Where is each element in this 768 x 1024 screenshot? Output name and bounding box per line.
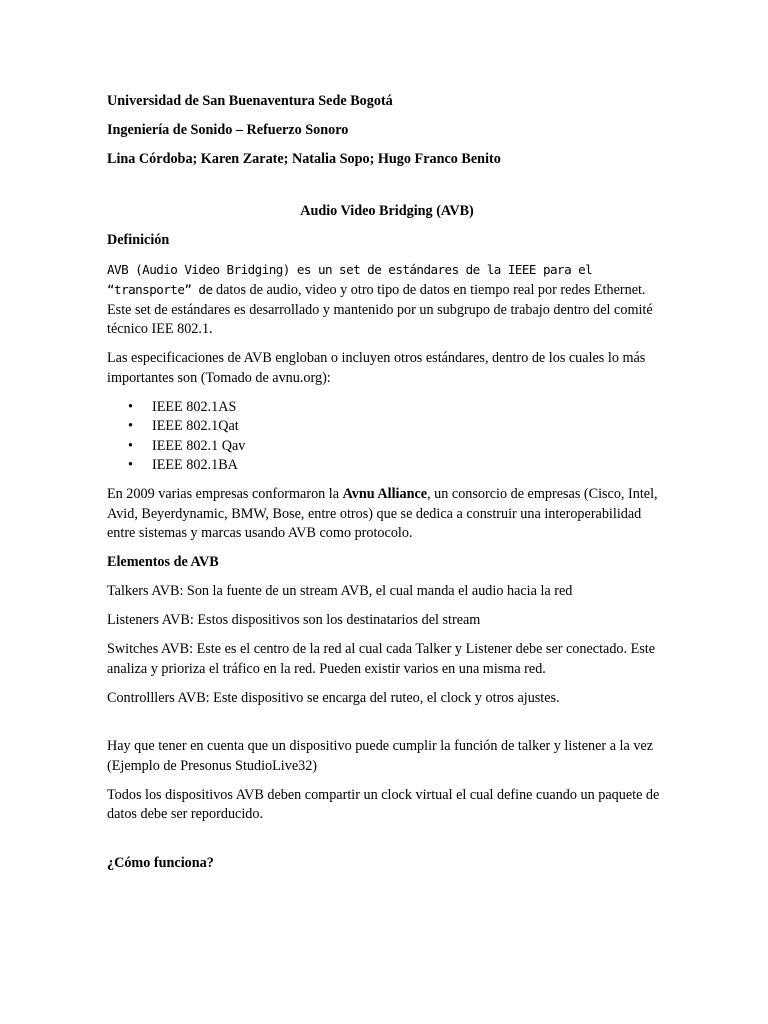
list-item: • IEEE 802.1 Qav bbox=[107, 437, 667, 457]
university-name: Universidad de San Buenaventura Sede Bogotá bbox=[107, 93, 393, 109]
controllers-paragraph: Controlllers AVB: Este dispositivo se encarga del ruteo, el clock y otros ajustes. bbox=[107, 689, 560, 706]
bullet-icon: • bbox=[128, 398, 133, 415]
avnu-alliance-name: Avnu Alliance bbox=[342, 486, 428, 502]
bullet-icon: • bbox=[128, 418, 133, 434]
switches-paragraph: Switches AVB: Este es el centro de la red al cual cada Talker y Listener debe ser conectado. Este analiza y prioriza el tráfico en la red. Pueden existir varios en una misma red. bbox=[107, 641, 656, 677]
blank-line bbox=[107, 834, 667, 854]
authors-line: Lina Córdoba; Karen Zarate; Natalia Sopo; Hugo Franco Benito bbox=[107, 151, 501, 167]
document-body bbox=[107, 92, 667, 873]
bullet-icon: • bbox=[128, 457, 133, 473]
bullet-icon: • bbox=[128, 437, 133, 454]
list-item: • IEEE 802.1Qat bbox=[107, 417, 667, 437]
virtual-clock-note: Todos los dispositivos AVB deben compartir un clock virtual el cual define cuando un paquete de datos debe ser reporducido. bbox=[107, 786, 660, 822]
avnu-paragraph: En 2009 varias empresas conformaron la Avnu Alliance, un consorcio de empresas (Cisco, Intel, Avid, Beyerdynamic, BMW, Bose, entre otros) que se dedica a construir una interoperabilidad entre sistemas y marcas usando AVB como protocolo. bbox=[107, 486, 658, 541]
listeners-paragraph: Listeners AVB: Estos dispositivos son los destinatarios del stream bbox=[107, 612, 481, 628]
definition-paragraph-rest: datos de audio, video y otro tipo de datos en tiempo real por redes Ethernet. Este set de estándares es desarrollado y mantenido por un subgrupo de trabajo dentro del comité técnico IEE 802.1. bbox=[107, 282, 653, 337]
specifications-paragraph: Las especificaciones de AVB engloban o incluyen otros estándares, dentro de los cuales lo más importantes son (Tomado de avnu.org): bbox=[107, 350, 646, 386]
program-name: Ingeniería de Sonido – Refuerzo Sonoro bbox=[107, 122, 349, 138]
blank-line bbox=[107, 718, 667, 738]
list-item: • IEEE 802.1AS bbox=[107, 398, 667, 418]
definition-heading: Definición bbox=[107, 231, 170, 248]
definition-paragraph-lead: AVB (Audio Video Bridging) es un set de estándares de la IEEE para el “transporte” de bbox=[107, 261, 593, 297]
document-title: Audio Video Bridging (AVB) bbox=[300, 202, 474, 219]
how-it-works-heading: ¿Cómo funciona? bbox=[107, 854, 214, 871]
standards-list bbox=[107, 398, 667, 476]
list-item: • IEEE 802.1BA bbox=[107, 456, 667, 476]
elements-heading: Elementos de AVB bbox=[107, 554, 219, 570]
talkers-paragraph: Talkers AVB: Son la fuente de un stream AVB, el cual manda el audio hacia la red bbox=[107, 583, 573, 599]
definition-paragraph bbox=[107, 260, 667, 340]
talker-listener-note: Hay que tener en cuenta que un dispositivo puede cumplir la función de talker y listener a la vez (Ejemplo de Presonus StudioLive32) bbox=[107, 738, 654, 774]
